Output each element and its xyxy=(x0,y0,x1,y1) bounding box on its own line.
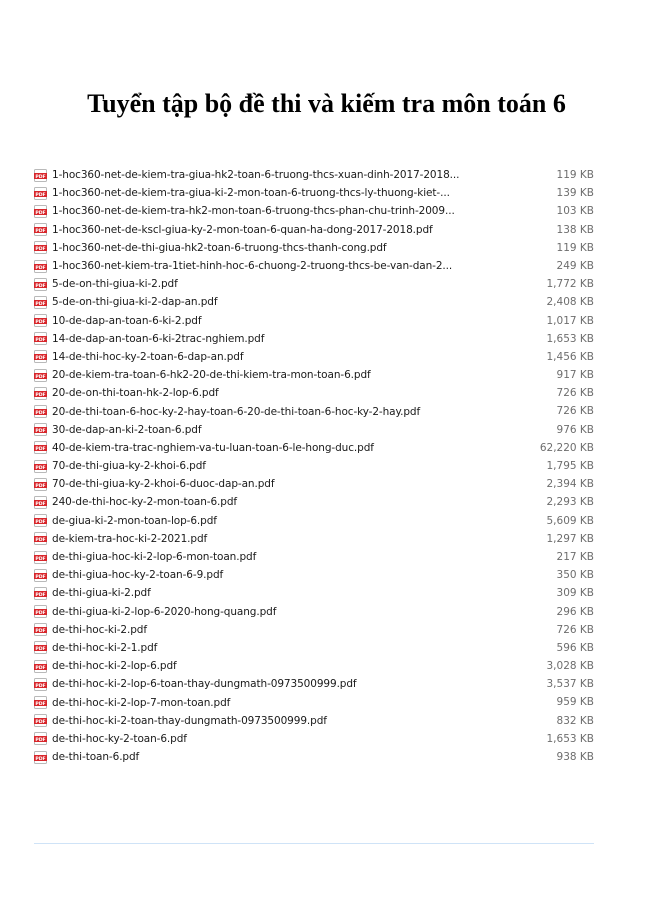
file-name: de-thi-hoc-ki-2.pdf xyxy=(52,623,147,636)
pdf-icon xyxy=(34,660,47,673)
file-name: 70-de-thi-giua-ky-2-khoi-6-duoc-dap-an.pdf xyxy=(52,478,275,491)
pdf-icon xyxy=(34,405,47,418)
pdf-icon xyxy=(34,751,47,764)
file-row[interactable] xyxy=(34,566,594,584)
svg-text:PDF: PDF xyxy=(35,465,46,471)
file-size: 3,028 KB xyxy=(546,660,594,673)
file-row[interactable] xyxy=(34,512,594,530)
svg-text:PDF: PDF xyxy=(35,265,46,271)
svg-text:PDF: PDF xyxy=(35,556,46,562)
file-name: 1-hoc360-net-de-kiem-tra-giua-hk2-toan-6-truong-thcs-xuan-dinh-2017-2018... xyxy=(52,169,460,182)
svg-text:PDF: PDF xyxy=(35,701,46,707)
file-size: 350 KB xyxy=(556,569,594,582)
file-size: 959 KB xyxy=(556,696,594,709)
file-size: 309 KB xyxy=(556,587,594,600)
file-name: de-thi-giua-ki-2.pdf xyxy=(52,587,151,600)
file-size: 1,772 KB xyxy=(546,278,594,291)
file-name: 20-de-thi-toan-6-hoc-ky-2-hay-toan-6-20-de-thi-toan-6-hoc-ky-2-hay.pdf xyxy=(52,405,421,418)
svg-text:PDF: PDF xyxy=(35,738,46,744)
file-size: 938 KB xyxy=(556,751,594,763)
file-size: 1,297 KB xyxy=(546,532,594,545)
file-row[interactable] xyxy=(34,603,594,621)
file-name: 14-de-thi-hoc-ky-2-toan-6-dap-an.pdf xyxy=(52,350,244,363)
pdf-icon xyxy=(34,714,47,727)
file-name: de-thi-giua-hoc-ki-2-lop-6-mon-toan.pdf xyxy=(52,551,257,564)
file-size: 917 KB xyxy=(556,369,594,382)
file-size: 249 KB xyxy=(556,259,594,272)
file-size: 726 KB xyxy=(556,387,594,400)
pdf-icon xyxy=(34,532,47,545)
file-size: 296 KB xyxy=(556,605,594,618)
svg-text:PDF: PDF xyxy=(35,192,46,198)
file-size: 976 KB xyxy=(556,423,594,436)
file-size: 1,653 KB xyxy=(546,732,594,745)
svg-text:PDF: PDF xyxy=(35,683,46,689)
file-row[interactable] xyxy=(34,584,594,602)
file-row[interactable] xyxy=(34,457,594,475)
file-name: de-thi-hoc-ki-2-1.pdf xyxy=(52,641,158,654)
pdf-icon xyxy=(34,514,47,527)
pdf-icon xyxy=(34,369,47,382)
file-size: 596 KB xyxy=(556,641,594,654)
file-list xyxy=(34,166,594,766)
file-row[interactable] xyxy=(34,312,594,330)
pdf-icon xyxy=(34,332,47,345)
svg-text:PDF: PDF xyxy=(35,374,46,380)
file-name: 1-hoc360-net-de-kiem-tra-giua-ki-2-mon-toan-6-truong-thcs-ly-thuong-kiet-... xyxy=(52,187,450,200)
pdf-icon xyxy=(34,187,47,200)
file-name: de-thi-hoc-ki-2-toan-thay-dungmath-0973500999.pdf xyxy=(52,714,327,727)
file-size: 119 KB xyxy=(556,169,594,181)
file-size: 726 KB xyxy=(556,623,594,636)
pdf-icon xyxy=(34,350,47,363)
file-row[interactable] xyxy=(34,202,594,220)
svg-text:PDF: PDF xyxy=(35,520,46,526)
file-name: 40-de-kiem-tra-trac-nghiem-va-tu-luan-toan-6-le-hong-duc.pdf xyxy=(52,441,374,454)
file-name: de-thi-giua-ki-2-lop-6-2020-hong-quang.pdf xyxy=(52,605,277,618)
pdf-icon xyxy=(34,678,47,691)
file-row[interactable] xyxy=(34,221,594,239)
pdf-icon xyxy=(34,641,47,654)
pdf-icon xyxy=(34,296,47,309)
file-size: 832 KB xyxy=(556,714,594,727)
file-row[interactable] xyxy=(34,166,594,184)
svg-text:PDF: PDF xyxy=(35,356,46,362)
file-row[interactable] xyxy=(34,239,594,257)
file-row[interactable] xyxy=(34,402,594,420)
file-row[interactable] xyxy=(34,693,594,711)
pdf-icon xyxy=(34,696,47,709)
svg-text:PDF: PDF xyxy=(35,410,46,416)
svg-text:PDF: PDF xyxy=(35,392,46,398)
pdf-icon xyxy=(34,260,47,273)
file-name: 5-de-on-thi-giua-ki-2-dap-an.pdf xyxy=(52,296,218,309)
file-row[interactable] xyxy=(34,293,594,311)
pdf-icon xyxy=(34,423,47,436)
file-size: 103 KB xyxy=(556,205,594,218)
svg-text:PDF: PDF xyxy=(35,501,46,507)
pdf-icon xyxy=(34,314,47,327)
file-name: de-thi-hoc-ki-2-lop-6-toan-thay-dungmath-0973500999.pdf xyxy=(52,678,357,691)
file-name: de-thi-hoc-ky-2-toan-6.pdf xyxy=(52,732,187,745)
file-size: 62,220 KB xyxy=(539,441,594,454)
pdf-icon xyxy=(34,460,47,473)
pdf-icon xyxy=(34,241,47,254)
file-name: de-thi-giua-hoc-ky-2-toan-6-9.pdf xyxy=(52,569,224,582)
file-row[interactable] xyxy=(34,621,594,639)
svg-text:PDF: PDF xyxy=(35,247,46,253)
svg-text:PDF: PDF xyxy=(35,629,46,635)
file-row[interactable] xyxy=(34,657,594,675)
file-row[interactable] xyxy=(34,712,594,730)
file-name: de-thi-toan-6.pdf xyxy=(52,751,140,764)
file-row[interactable] xyxy=(34,348,594,366)
file-row[interactable] xyxy=(34,730,594,748)
file-size: 119 KB xyxy=(556,241,594,254)
pdf-icon xyxy=(34,441,47,454)
svg-text:PDF: PDF xyxy=(35,319,46,325)
svg-text:PDF: PDF xyxy=(35,338,46,344)
file-name: 10-de-dap-an-toan-6-ki-2.pdf xyxy=(52,314,202,327)
pdf-icon xyxy=(34,623,47,636)
file-size: 726 KB xyxy=(556,405,594,418)
svg-text:PDF: PDF xyxy=(35,574,46,580)
pdf-icon xyxy=(34,205,47,218)
file-row[interactable] xyxy=(34,748,594,766)
pdf-icon xyxy=(34,569,47,582)
file-name: de-thi-hoc-ki-2-lop-6.pdf xyxy=(52,660,177,673)
file-name: de-giua-ki-2-mon-toan-lop-6.pdf xyxy=(52,514,217,527)
svg-text:PDF: PDF xyxy=(35,610,46,616)
svg-text:PDF: PDF xyxy=(35,174,46,180)
pdf-icon xyxy=(34,732,47,745)
svg-text:PDF: PDF xyxy=(35,538,46,544)
pdf-icon xyxy=(34,587,47,600)
pdf-icon xyxy=(34,223,47,236)
svg-text:PDF: PDF xyxy=(35,210,46,216)
file-row[interactable] xyxy=(34,366,594,384)
svg-text:PDF: PDF xyxy=(35,447,46,453)
file-row[interactable] xyxy=(34,675,594,693)
file-row[interactable] xyxy=(34,384,594,402)
file-size: 217 KB xyxy=(556,550,594,563)
file-size: 1,653 KB xyxy=(546,332,594,345)
pdf-icon xyxy=(34,278,47,291)
file-size: 1,795 KB xyxy=(546,460,594,472)
pdf-icon xyxy=(34,169,47,182)
svg-text:PDF: PDF xyxy=(35,283,46,289)
file-row[interactable] xyxy=(34,439,594,457)
svg-text:PDF: PDF xyxy=(35,756,46,762)
file-name: 1-hoc360-net-de-thi-giua-hk2-toan-6-truong-thcs-thanh-cong.pdf xyxy=(52,241,387,254)
file-size: 1,017 KB xyxy=(546,314,594,327)
file-name: 5-de-on-thi-giua-ki-2.pdf xyxy=(52,278,178,291)
file-row[interactable] xyxy=(34,548,594,566)
file-row[interactable] xyxy=(34,330,594,348)
svg-text:PDF: PDF xyxy=(35,429,46,435)
file-name: de-thi-hoc-ki-2-lop-7-mon-toan.pdf xyxy=(52,696,231,709)
svg-text:PDF: PDF xyxy=(35,483,46,489)
pdf-icon xyxy=(34,478,47,491)
file-size: 138 KB xyxy=(556,223,594,236)
svg-text:PDF: PDF xyxy=(35,720,46,726)
file-row[interactable] xyxy=(34,493,594,511)
file-row[interactable] xyxy=(34,639,594,657)
list-divider xyxy=(34,843,594,844)
file-name: 1-hoc360-net-de-kiem-tra-hk2-mon-toan-6-truong-thcs-phan-chu-trinh-2009... xyxy=(52,205,455,218)
file-name: 20-de-on-thi-toan-hk-2-lop-6.pdf xyxy=(52,387,219,400)
file-name: 14-de-dap-an-toan-6-ki-2trac-nghiem.pdf xyxy=(52,332,265,345)
file-size: 2,394 KB xyxy=(546,478,594,491)
svg-text:PDF: PDF xyxy=(35,665,46,671)
file-row[interactable] xyxy=(34,530,594,548)
file-name: 20-de-kiem-tra-toan-6-hk2-20-de-thi-kiem-tra-mon-toan-6.pdf xyxy=(52,369,371,382)
file-size: 2,408 KB xyxy=(546,296,594,309)
file-row[interactable] xyxy=(34,475,594,493)
file-name: 30-de-dap-an-ki-2-toan-6.pdf xyxy=(52,423,202,436)
pdf-icon xyxy=(34,605,47,618)
page-title: Tuyển tập bộ đề thi và kiếm tra môn toán 6 xyxy=(87,89,566,118)
file-name: de-kiem-tra-hoc-ki-2-2021.pdf xyxy=(52,532,208,545)
svg-text:PDF: PDF xyxy=(35,592,46,598)
svg-text:PDF: PDF xyxy=(35,647,46,653)
file-name: 70-de-thi-giua-ky-2-khoi-6.pdf xyxy=(52,460,206,473)
file-name: 1-hoc360-net-kiem-tra-1tiet-hinh-hoc-6-chuong-2-truong-thcs-be-van-dan-2... xyxy=(52,260,453,273)
pdf-icon xyxy=(34,387,47,400)
file-size: 139 KB xyxy=(556,187,594,200)
file-row[interactable] xyxy=(34,184,594,202)
file-size: 1,456 KB xyxy=(546,350,594,363)
file-size: 2,293 KB xyxy=(546,496,594,509)
pdf-icon xyxy=(34,551,47,564)
file-size: 5,609 KB xyxy=(546,514,594,527)
pdf-icon xyxy=(34,496,47,509)
file-row[interactable] xyxy=(34,275,594,293)
svg-text:PDF: PDF xyxy=(35,301,46,307)
file-row[interactable] xyxy=(34,257,594,275)
file-row[interactable] xyxy=(34,421,594,439)
svg-text:PDF: PDF xyxy=(35,229,46,235)
file-name: 240-de-thi-hoc-ky-2-mon-toan-6.pdf xyxy=(52,496,238,509)
file-size: 3,537 KB xyxy=(546,678,594,691)
file-name: 1-hoc360-net-de-kscl-giua-ky-2-mon-toan-6-quan-ha-dong-2017-2018.pdf xyxy=(52,223,433,236)
